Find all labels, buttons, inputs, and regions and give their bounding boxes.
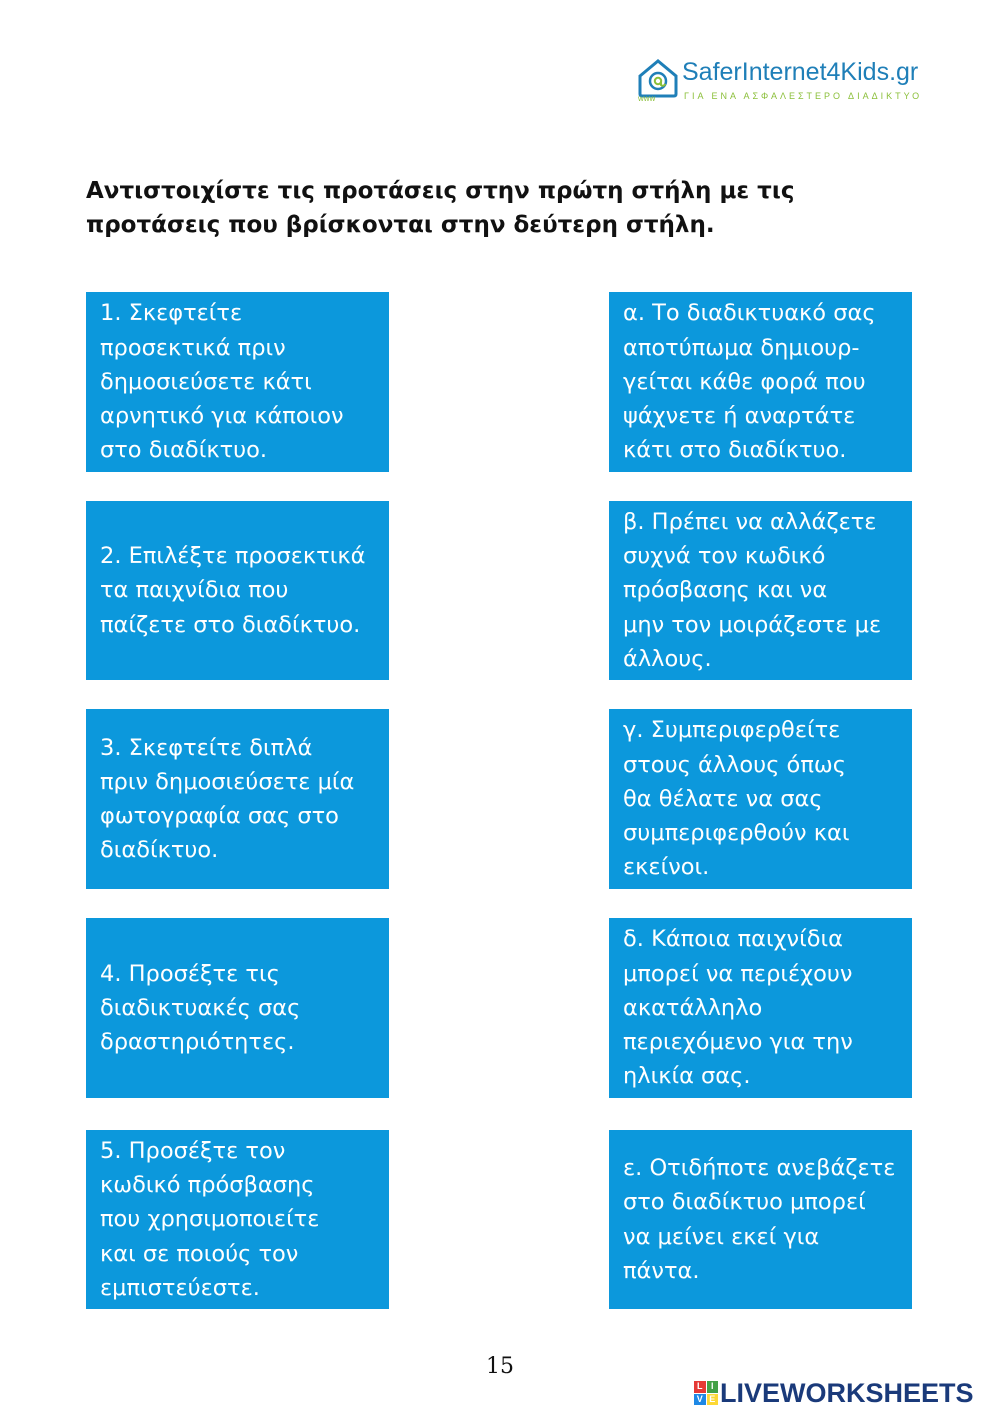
left-item-1[interactable] — [86, 292, 389, 472]
left-item-2[interactable] — [86, 501, 389, 680]
right-item-e[interactable] — [609, 1130, 912, 1309]
logo-www: www — [638, 94, 656, 103]
logo-tagline: ΓΙΑ ΕΝΑ ΑΣΦΑΛΕΣΤΕΡΟ ΔΙΑΔΙΚΤΥΟ — [684, 91, 923, 101]
wm-block-l: L — [694, 1381, 706, 1393]
right-item-text: δ. Κάποια παιχνίδια μπορεί να περιέχουν ακατάλληλο περιεχόμενο για την ηλικία σας. — [623, 926, 853, 1090]
right-item-c[interactable] — [609, 709, 912, 889]
wm-block-i: I — [707, 1381, 719, 1393]
safer-internet-logo — [636, 56, 926, 106]
right-item-text: β. Πρέπει να αλλάζετε συχνά τον κωδικό πρόσβασης και να μην τον μοιράζεστε με άλλους. — [623, 508, 882, 672]
liveworksheets-watermark — [694, 1378, 974, 1408]
left-item-text: 1. Σκεφτείτε προσεκτικά πριν δημοσιεύσετε κάτι αρνητικό για κάποιον στο διαδίκτυο. — [100, 300, 344, 464]
liveworksheets-logo-icon — [694, 1381, 718, 1405]
watermark-text: LIVEWORKSHEETS — [720, 1377, 974, 1408]
right-item-b[interactable] — [609, 501, 912, 680]
right-item-text: γ. Συμπεριφερθείτε στους άλλους όπως θα θέλατε να σας συμπεριφερθούν και εκείνοι. — [623, 717, 850, 881]
right-item-text: ε. Οτιδήποτε ανεβάζετε στο διαδίκτυο μπορεί να μείνει εκεί για πάντα. — [623, 1155, 896, 1284]
instructions-heading: Αντιστοιχίστε τις προτάσεις στην πρώτη στήλη με τις προτάσεις που βρίσκονται στην δεύτερη στήλη. — [86, 178, 795, 238]
left-item-text: 3. Σκεφτείτε διπλά πριν δημοσιεύσετε μία φωτογραφία σας στο διαδίκτυο. — [100, 734, 355, 864]
left-item-text: 5. Προσέξτε τον κωδικό πρόσβασης που χρησιμοποιείτε και σε ποιούς τον εμπιστεύεστε. — [100, 1137, 320, 1301]
page-number: 15 — [486, 1354, 514, 1379]
right-item-a[interactable] — [609, 292, 912, 472]
right-item-d[interactable] — [609, 918, 912, 1098]
left-item-text: 4. Προσέξτε τις διαδικτυακές σας δραστηριότητες. — [100, 960, 301, 1056]
left-item-3[interactable] — [86, 709, 389, 889]
left-item-5[interactable] — [86, 1130, 389, 1309]
right-item-text: α. Το διαδικτυακό σας αποτύπωμα δημιουρ- γείται κάθε φορά που ψάχνετε ή αναρτάτε κάτι στο διαδίκτυο. — [623, 300, 876, 464]
wm-block-e: E — [707, 1394, 719, 1406]
wm-block-v: V — [694, 1394, 706, 1406]
logo-name: SaferInternet4Kids.gr — [682, 58, 919, 86]
left-item-text: 2. Επιλέξτε προσεκτικά τα παιχνίδια που παίζετε στο διαδίκτυο. — [100, 543, 366, 638]
left-item-4[interactable] — [86, 918, 389, 1098]
